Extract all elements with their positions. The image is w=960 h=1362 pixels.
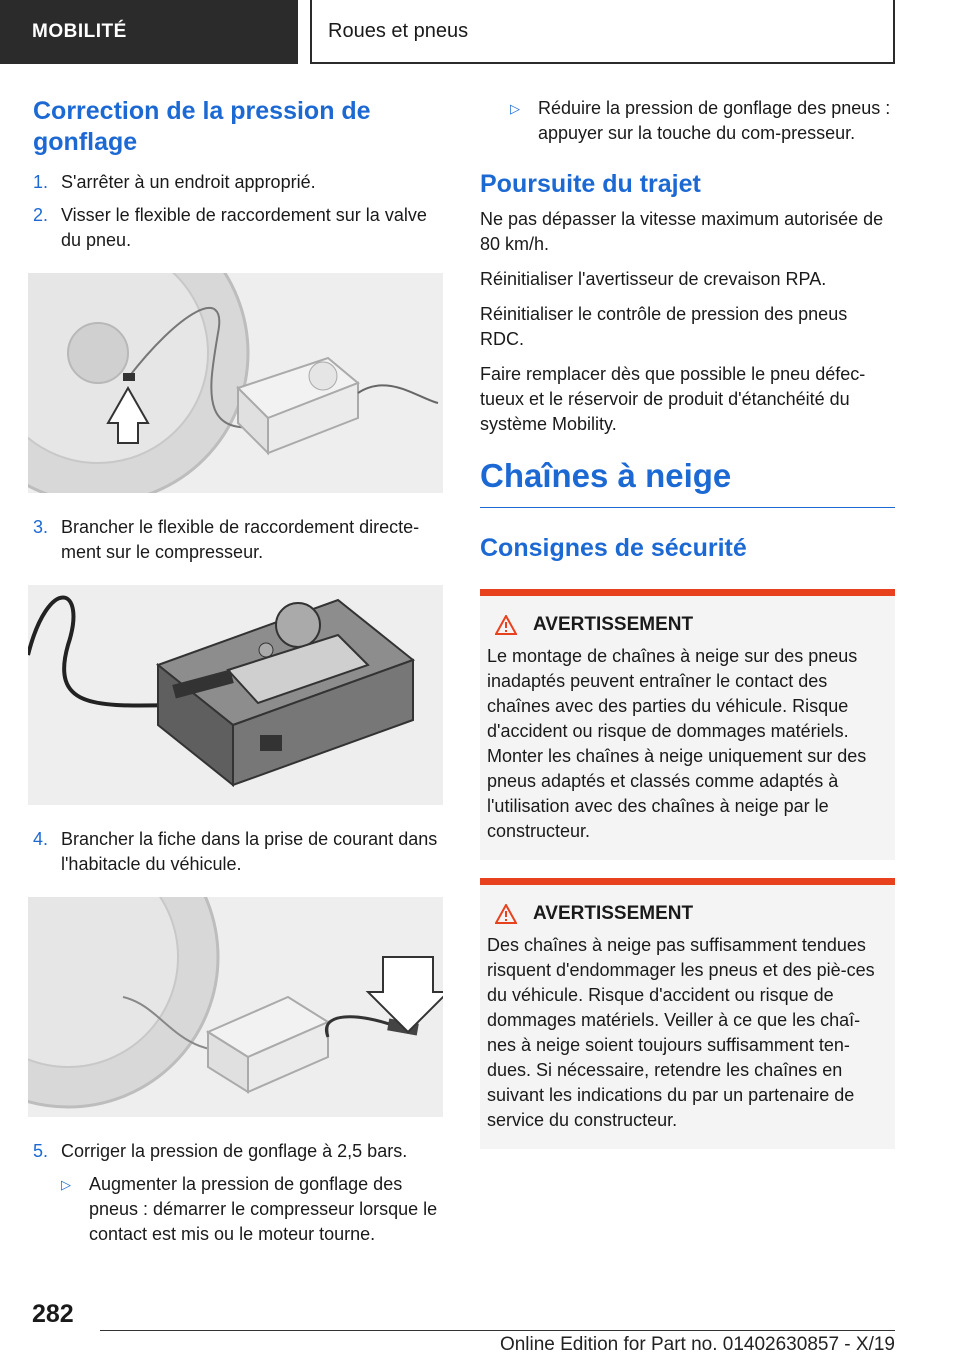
step-number: 5. (33, 1141, 49, 1161)
triangle-bullet-icon: ▷ (61, 1177, 71, 1192)
step-number: 2. (33, 205, 49, 225)
paragraph: Réinitialiser l'avertisseur de crevaison RPA. (480, 269, 827, 289)
subbullet-text: Augmenter la pression de gonflage des pneus : démarrer le compresseur lorsque le contact est mis ou le moteur tourne. (89, 1174, 438, 1244)
warning-box (480, 589, 895, 860)
warning-text: Des chaînes à neige pas suffisamment tendues risquent d'endommager les pneus et des piè-ces du véhicule. Risque d'accident ou risque de dommages matériels. Veiller à ce que les chaî-nes à neige soient toujours suffisamment ten-dues. Si nécessaire, retendre les chaînes en suivant les indications du par un partenaire de service du constructeur. (487, 935, 875, 1130)
step-item (28, 203, 443, 253)
warning-text: Le montage de chaînes à neige sur des pneus inadaptés peuvent entraîner le contact des chaînes avec des parties du véhicule. Risque d'accident ou risque de dommages matériels. Monter les chaînes à neige uniquement sur des pneus adaptés et classés comme adaptés à l'utilisation avec des chaînes à neige par le constructeur. (487, 646, 867, 841)
steps-list (28, 1139, 443, 1247)
paragraph: Réinitialiser le contrôle de pression des pneus RDC. (480, 304, 848, 349)
step-subbullet (480, 96, 895, 146)
step-text: Brancher le flexible de raccordement directe-ment sur le compresseur. (61, 517, 420, 562)
step-subbullet (61, 1172, 443, 1247)
continue-heading: Poursuite du trajet (480, 170, 701, 198)
step-item (28, 515, 443, 565)
step-number: 1. (33, 172, 49, 192)
warning-title (487, 614, 888, 636)
warning-label: AVERTISSEMENT (533, 614, 694, 635)
step-text: S'arrêter à un endroit approprié. (61, 172, 316, 192)
warning-title (487, 903, 888, 925)
page-number: 282 (32, 1300, 74, 1328)
footer-divider (100, 1330, 895, 1331)
steps-list (28, 170, 443, 253)
warning-label: AVERTISSEMENT (533, 903, 694, 924)
chains-heading: Chaînes à neige (480, 457, 895, 508)
header-section-label: MOBILITÉ (32, 21, 127, 42)
right-column (480, 96, 895, 1167)
footer-edition: Online Edition for Part no. 01402630857 - X/19 (499, 1334, 895, 1355)
step-number: 4. (33, 829, 49, 849)
step-item (28, 1139, 443, 1247)
subbullet-text: Réduire la pression de gonflage des pneus : appuyer sur la touche du com-presseur. (538, 98, 891, 143)
header-chapter-label: Roues et pneus (328, 19, 469, 42)
triangle-bullet-icon: ▷ (510, 101, 520, 116)
step-item (28, 170, 443, 195)
step-number: 3. (33, 517, 49, 537)
figure-valve-connection (28, 273, 443, 493)
left-column (28, 96, 443, 1255)
safety-heading: Consignes de sécurité (480, 534, 747, 562)
figure-plug-connection (28, 897, 443, 1117)
steps-list (28, 515, 443, 565)
step-text: Corriger la pression de gonflage à 2,5 bars. (61, 1141, 408, 1161)
warning-box (480, 878, 895, 1149)
steps-list (28, 827, 443, 877)
warning-triangle-icon (495, 904, 517, 924)
warning-triangle-icon (495, 615, 517, 635)
step-text: Visser le flexible de raccordement sur la valve du pneu. (61, 205, 427, 250)
paragraph: Faire remplacer dès que possible le pneu défec-tueux et le réservoir de produit d'étanchéité du système Mobility. (480, 364, 866, 434)
header-section-tab (0, 0, 298, 64)
figure-compressor-connection (28, 585, 443, 805)
paragraph: Ne pas dépasser la vitesse maximum autorisée de 80 km/h. (480, 209, 884, 254)
step-item (28, 827, 443, 877)
header-chapter-tab (310, 0, 895, 64)
section-title: Correction de la pression de gonflage (33, 97, 371, 156)
step-text: Brancher la fiche dans la prise de courant dans l'habitacle du véhicule. (61, 829, 438, 874)
